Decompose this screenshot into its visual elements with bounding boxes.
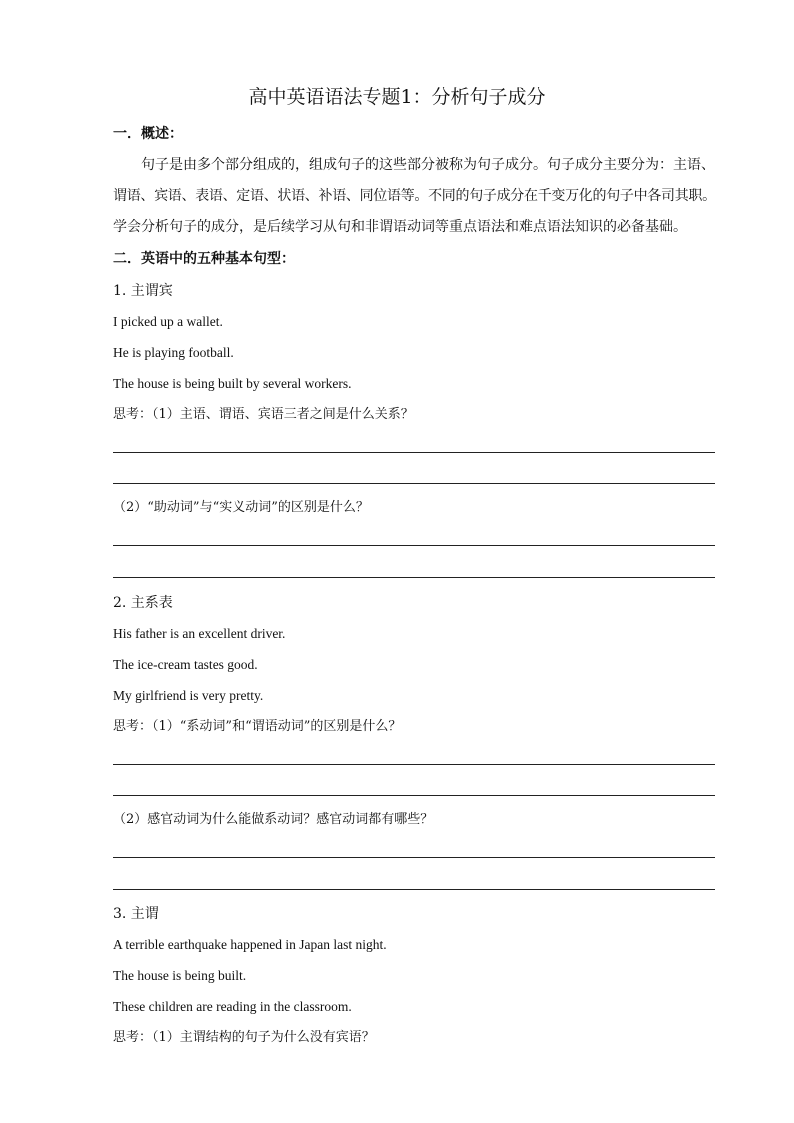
overview-paragraph-line2: 谓语、宾语、表语、定语、状语、补语、同位语等。不同的句子成分在千变万化的句子中各司其职。 bbox=[113, 188, 716, 204]
pattern2-example-2: The ice-cream tastes good. bbox=[113, 657, 258, 672]
answer-line bbox=[113, 889, 715, 890]
pattern1-example-2: He is playing football. bbox=[113, 345, 234, 360]
overview-paragraph-line3: 学会分析句子的成分，是后续学习从句和非谓语动词等重点语法和难点语法知识的必备基础。 bbox=[113, 219, 687, 235]
pattern2-example-3: My girlfriend is very pretty. bbox=[113, 688, 264, 703]
answer-line bbox=[113, 545, 715, 546]
pattern3-example-1: A terrible earthquake happened in Japan last night. bbox=[113, 937, 387, 952]
pattern1-label: 1. 主谓宾 bbox=[113, 283, 173, 299]
pattern3-question-1: 思考：（1）主谓结构的句子为什么没有宾语？ bbox=[113, 1030, 375, 1045]
answer-line bbox=[113, 764, 715, 765]
pattern2-label: 2. 主系表 bbox=[113, 595, 173, 611]
pattern3-label: 3. 主谓 bbox=[113, 906, 159, 922]
answer-line bbox=[113, 577, 715, 578]
pattern2-example-1: His father is an excellent driver. bbox=[113, 626, 286, 641]
answer-line bbox=[113, 795, 715, 796]
answer-line bbox=[113, 857, 715, 858]
pattern2-question-1: 思考：（1）“系动词”和“谓语动词”的区别是什么？ bbox=[113, 719, 402, 734]
pattern1-question-1: 思考：（1）主语、谓语、宾语三者之间是什么关系？ bbox=[113, 407, 414, 422]
page-title: 高中英语语法专题1：分析句子成分 bbox=[248, 86, 546, 108]
section2-heading: 二．英语中的五种基本句型： bbox=[113, 251, 295, 267]
pattern1-example-1: I picked up a wallet. bbox=[113, 314, 223, 329]
pattern1-example-3: The house is being built by several workers. bbox=[113, 376, 352, 391]
pattern3-example-3: These children are reading in the classroom. bbox=[113, 999, 352, 1014]
overview-paragraph-line1: 句子是由多个部分组成的，组成句子的这些部分被称为句子成分。句子成分主要分为：主语、 bbox=[141, 157, 715, 173]
answer-line bbox=[113, 483, 715, 484]
section1-heading: 一．概述： bbox=[113, 126, 183, 142]
answer-line bbox=[113, 452, 715, 453]
pattern2-question-2: （2）感官动词为什么能做系动词？感官动词都有哪些？ bbox=[113, 812, 434, 827]
pattern3-example-2: The house is being built. bbox=[113, 968, 247, 983]
pattern1-question-2: （2）“助动词”与“实义动词”的区别是什么？ bbox=[113, 500, 369, 515]
